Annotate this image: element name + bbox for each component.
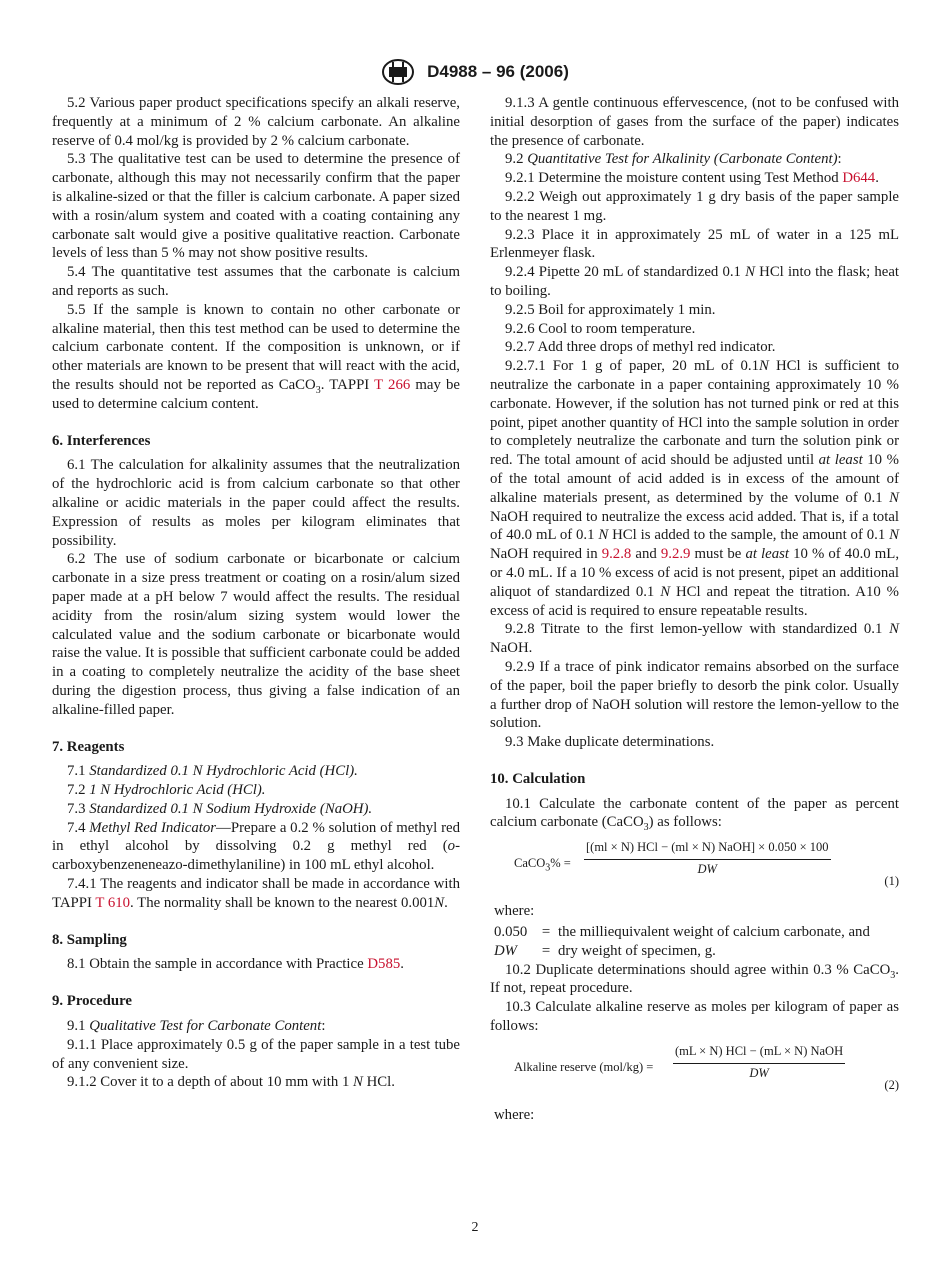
- paragraph-9-1-2: 9.1.2 Cover it to a depth of about 10 mm with 1 N HCl.: [67, 1074, 395, 1091]
- definition-dw: DW = dry weight of specimen, g.: [494, 942, 716, 959]
- section-9-heading: 9. Procedure: [52, 993, 132, 1010]
- astm-logo-icon: [381, 58, 415, 86]
- section-6-heading: 6. Interferences: [52, 432, 151, 449]
- paragraph-5-3: 5.3 The qualitative test can be used to determine the presence of carbonate, although this may not necessarily confirm that the paper is alkaline-sized or that the filler is calcium carbonate. A paper sized with a rosin/alum system and coated with a coating containing any carbonate salt would give a positive qualitative reaction. Carbonate levels of less than 5 % may not show positive results.: [52, 151, 460, 262]
- equation-2-denominator: DW: [749, 1065, 769, 1080]
- paragraph-10-3: 10.3 Calculate alkaline reserve as moles per kilogram of paper as follows:: [490, 999, 899, 1035]
- section-7-heading: 7. Reagents: [52, 738, 125, 755]
- paragraph-9-2-1: 9.2.1 Determine the moisture content using Test Method D644.: [505, 170, 879, 187]
- page-number: 2: [471, 1220, 479, 1235]
- equation-1-numerator: [(ml × N) HCl − (ml × N) NaOH] × 0.050 × 100: [584, 838, 831, 860]
- equation-1-fraction: [584, 838, 831, 879]
- section-9-2-8-link[interactable]: 9.2.8: [601, 546, 632, 563]
- equation-2-number: (2): [884, 1077, 899, 1092]
- paragraph-9-2-7: 9.2.7 Add three drops of methyl red indicator.: [505, 339, 776, 356]
- left-column: [52, 94, 460, 1092]
- equation-1-lhs: CaCO$_3$% =: [514, 856, 571, 874]
- practice-d585-link[interactable]: D585: [367, 956, 401, 973]
- definition-0050: 0.050 = the milliequivalent weight of calcium carbonate, and: [494, 924, 870, 941]
- paragraph-5-4: 5.4 The quantitative test assumes that the carbonate is calcium and reports as such.: [52, 264, 460, 299]
- paragraph-10-2: 10.2 Duplicate determinations should agree within 0.3 % CaCO$_3$. If not, repeat procedure.: [490, 961, 899, 997]
- paragraph-6-2: 6.2 The use of sodium carbonate or bicarbonate or calcium carbonate in a size press treatment or coating on a rosin/alum sized paper made at a pH below 7 would affect the results. The residual acidity from the rosin/alum sizing system would lower the calculated value and the sodium carbonate or bicarbonate would raise the value. It is possible that sufficient carbonate could be added in a coating to completely neutralize the acidity of the base sheet during the digestion process, thus giving a false indication of an alkaline-filled paper.: [52, 551, 460, 718]
- test-method-d644-link[interactable]: D644: [842, 170, 876, 187]
- section-9-2-9-link[interactable]: 9.2.9: [660, 546, 691, 563]
- paragraph-9-2-8: 9.2.8 Titrate to the first lemon-yellow with standardized 0.1 N NaOH.: [490, 621, 899, 657]
- tappi-t266-link[interactable]: T 266: [374, 376, 411, 393]
- equation-2-lhs: Alkaline reserve (mol/kg) =: [514, 1059, 654, 1074]
- paragraph-9-2-4: 9.2.4 Pipette 20 mL of standardized 0.1 N HCl into the flask; heat to boiling.: [490, 264, 899, 299]
- paragraph-9-2: 9.2 Quantitative Test for Alkalinity (Carbonate Content):: [505, 151, 842, 168]
- paragraph-9-1: 9.1 Qualitative Test for Carbonate Content:: [67, 1018, 326, 1035]
- paragraph-9-1-3: 9.1.3 A gentle continuous effervescence, (not to be confused with initial desorption of gases from the surface of the paper) indicates the presence of carbonate.: [490, 95, 899, 149]
- equation-1-number: (1): [884, 874, 899, 889]
- paragraph-6-1: 6.1 The calculation for alkalinity assumes that the neutralization of the hydrochloric acid is from calcium carbonate so that other alkaline or acidic materials in the paper could affect the results. Expression of results as moles per kilogram eliminates that possibility.: [52, 457, 460, 549]
- tappi-t610-link[interactable]: T 610: [95, 894, 131, 911]
- equation-1: [490, 838, 899, 892]
- paragraph-9-2-5: 9.2.5 Boil for approximately 1 min.: [505, 301, 716, 318]
- paragraph-8-1: 8.1 Obtain the sample in accordance with Practice D585.: [67, 956, 404, 973]
- right-column: [490, 94, 899, 1127]
- paragraph-10-1: 10.1 Calculate the carbonate content of the paper as percent calcium carbonate (CaCO$_3$) as follows:: [490, 795, 899, 834]
- section-8-heading: 8. Sampling: [52, 931, 127, 948]
- paragraph-7-4-1: 7.4.1 The reagents and indicator shall be made in accordance with TAPPI T 610. The normality shall be known to the nearest 0.001N.: [52, 876, 460, 911]
- page-header: [0, 58, 950, 86]
- where-label-2: where:: [494, 1106, 535, 1123]
- paragraph-9-1-1: 9.1.1 Place approximately 0.5 g of the paper sample in a test tube of any convenient size.: [52, 1036, 460, 1072]
- paragraph-5-2: 5.2 Various paper product specifications specify an alkali reserve, frequently at a minimum of 2 % calcium carbonate. An alkaline reserve of 0.4 mol/kg is provided by 2 % calcium carbonate.: [52, 95, 460, 149]
- paragraph-9-2-7-1: 9.2.7.1 For 1 g of paper, 20 mL of 0.1N HCl is sufficient to neutralize the carbonate in a paper containing approximately 10 % carbonate. However, if the solution has not turned pink or red at this point, pipet another quantity of HCl into the sample solution in order to completely neutralize the carbonate and turn the solution pink or red. The total amount of acid should be adjusted until at least 10 % of the total amount of acid added is in excess of the amount of alkaline materials present, as determined by the volume of 0.1 N NaOH required to neutralize the excess acid added. That is, if a total of 40.0 mL of 0.1 N HCl is added to the sample, the amount of 0.1 N NaOH required in 9.2.8 and 9.2.9 must be at least 10 % of 40.0 mL, or 4.0 mL. If a 10 % excess of acid is not present, pipet an additional aliquot of standardized 0.1 N HCl and repeat the titration. A10 % excess of acid is required to ensure repeatable results.: [490, 358, 900, 619]
- paragraph-9-3: 9.3 Make duplicate determinations.: [505, 734, 715, 751]
- section-10-heading: 10. Calculation: [490, 770, 586, 787]
- equation-1-denominator: DW: [697, 862, 717, 877]
- paragraph-7-1: 7.1 Standardized 0.1 N Hydrochloric Acid (HCl).: [67, 763, 358, 780]
- paragraph-7-2: 7.2 1 N Hydrochloric Acid (HCl).: [67, 782, 266, 799]
- equation-2: [490, 1042, 899, 1096]
- equation-2-numerator: (mL × N) HCl − (mL × N) NaOH: [673, 1042, 845, 1064]
- paragraph-9-2-6: 9.2.6 Cool to room temperature.: [505, 320, 696, 337]
- paragraph-7-3: 7.3 Standardized 0.1 N Sodium Hydroxide (NaOH).: [67, 800, 373, 817]
- equation-2-fraction: [673, 1042, 845, 1083]
- paragraph-9-2-2: 9.2.2 Weigh out approximately 1 g dry basis of the paper sample to the nearest 1 mg.: [490, 188, 899, 224]
- document-designation: D4988 – 96 (2006): [427, 62, 569, 81]
- paragraph-5-5: 5.5 If the sample is known to contain no other carbonate or alkaline material, then this test method can be used to determine the calcium carbonate content. If the composition is unknown, or if other materials are known to be present that will react with the acid, the results should not be reported as CaCO$_3$. TAPPI T 266 may be used to determine calcium content.: [52, 301, 460, 412]
- paragraph-7-4: 7.4 Methyl Red Indicator—Prepare a 0.2 % solution of methyl red in ethyl alcohol by dissolving 0.2 g methyl red (o-carboxybenzeneneazo-dimethylaniline) in 100 mL ethyl alcohol.: [52, 819, 460, 874]
- paragraph-9-2-3: 9.2.3 Place it in approximately 25 mL of water in a 125 mL Erlenmeyer flask.: [490, 226, 899, 262]
- paragraph-9-2-9: 9.2.9 If a trace of pink indicator remains absorbed on the surface of the paper, boil the paper briefly to desorb the pink color. Usually a further drop of NaOH solution will restore the lemon-yellow to the solution.: [490, 658, 899, 732]
- where-label-1: where:: [494, 903, 535, 920]
